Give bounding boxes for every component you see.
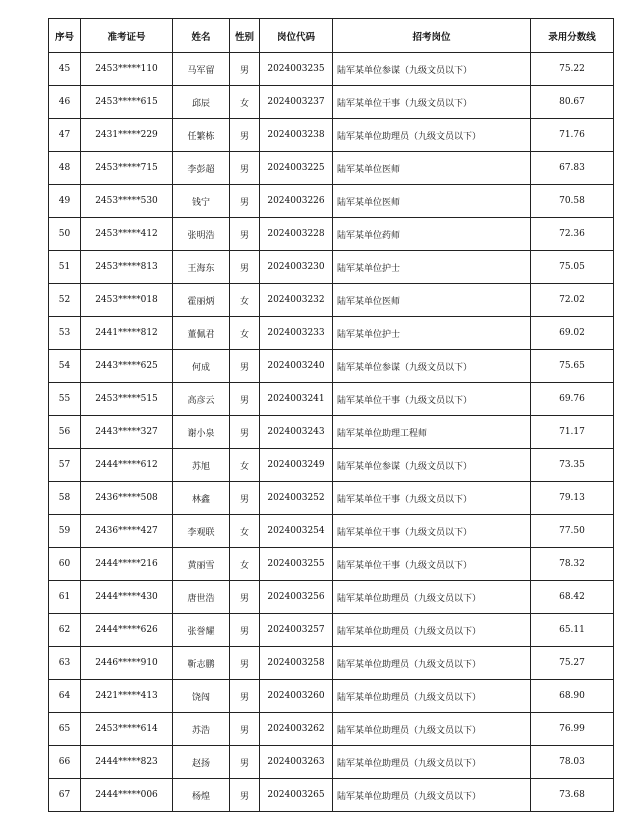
exam-id-cell: 2453*****715	[81, 152, 173, 185]
name-cell: 杨煌	[173, 779, 230, 812]
score-line-cell: 76.99	[531, 713, 614, 746]
gender-cell: 男	[230, 746, 260, 779]
gender-cell: 男	[230, 581, 260, 614]
post-code-cell: 2024003230	[260, 251, 333, 284]
exam-id-cell: 2436*****427	[81, 515, 173, 548]
post-code-cell: 2024003255	[260, 548, 333, 581]
post-code-cell: 2024003243	[260, 416, 333, 449]
exam-id-cell: 2453*****813	[81, 251, 173, 284]
table-row	[49, 152, 614, 185]
post-title-cell: 陆军某单位参谋（九级文员以下）	[333, 350, 531, 383]
table-row	[49, 746, 614, 779]
post-title-cell: 陆军某单位护士	[333, 251, 531, 284]
table-row	[49, 482, 614, 515]
table-row	[49, 515, 614, 548]
table-row	[49, 53, 614, 86]
gender-cell: 男	[230, 218, 260, 251]
post-title-cell: 陆军某单位护士	[333, 317, 531, 350]
gender-cell: 男	[230, 680, 260, 713]
name-cell: 苏旭	[173, 449, 230, 482]
seq-cell: 59	[49, 515, 81, 548]
name-cell: 张誉耀	[173, 614, 230, 647]
gender-cell: 女	[230, 548, 260, 581]
gender-cell: 女	[230, 515, 260, 548]
seq-cell: 64	[49, 680, 81, 713]
table-row	[49, 284, 614, 317]
seq-cell: 66	[49, 746, 81, 779]
name-cell: 赵扬	[173, 746, 230, 779]
post-title-cell: 陆军某单位助理工程师	[333, 416, 531, 449]
seq-cell: 56	[49, 416, 81, 449]
post-title-cell: 陆军某单位医师	[333, 284, 531, 317]
post-title-cell: 陆军某单位参谋（九级文员以下）	[333, 449, 531, 482]
name-cell: 唐世浩	[173, 581, 230, 614]
name-cell: 钱宁	[173, 185, 230, 218]
gender-cell: 男	[230, 713, 260, 746]
gender-cell: 女	[230, 284, 260, 317]
seq-cell: 46	[49, 86, 81, 119]
table-row	[49, 779, 614, 812]
score-line-cell: 72.02	[531, 284, 614, 317]
name-cell: 苏浩	[173, 713, 230, 746]
score-line-cell: 73.35	[531, 449, 614, 482]
score-line-cell: 75.22	[531, 53, 614, 86]
post-title-cell: 陆军某单位助理员（九级文员以下）	[333, 119, 531, 152]
score-line-cell: 70.58	[531, 185, 614, 218]
header-post-code: 岗位代码	[260, 19, 333, 53]
seq-cell: 49	[49, 185, 81, 218]
gender-cell: 男	[230, 779, 260, 812]
seq-cell: 57	[49, 449, 81, 482]
name-cell: 张明浩	[173, 218, 230, 251]
gender-cell: 男	[230, 185, 260, 218]
gender-cell: 男	[230, 482, 260, 515]
table-row	[49, 581, 614, 614]
name-cell: 黄丽雪	[173, 548, 230, 581]
score-line-cell: 77.50	[531, 515, 614, 548]
table-row	[49, 86, 614, 119]
seq-cell: 62	[49, 614, 81, 647]
seq-cell: 65	[49, 713, 81, 746]
exam-id-cell: 2453*****018	[81, 284, 173, 317]
name-cell: 谢小泉	[173, 416, 230, 449]
post-code-cell: 2024003252	[260, 482, 333, 515]
score-line-cell: 67.83	[531, 152, 614, 185]
gender-cell: 男	[230, 647, 260, 680]
name-cell: 林鑫	[173, 482, 230, 515]
gender-cell: 女	[230, 449, 260, 482]
post-code-cell: 2024003262	[260, 713, 333, 746]
table-row	[49, 119, 614, 152]
header-name: 姓名	[173, 19, 230, 53]
post-title-cell: 陆军某单位助理员（九级文员以下）	[333, 581, 531, 614]
score-line-cell: 78.03	[531, 746, 614, 779]
seq-cell: 63	[49, 647, 81, 680]
seq-cell: 55	[49, 383, 81, 416]
table-row	[49, 185, 614, 218]
exam-id-cell: 2453*****412	[81, 218, 173, 251]
header-exam-id: 准考证号	[81, 19, 173, 53]
exam-id-cell: 2443*****625	[81, 350, 173, 383]
score-line-cell: 72.36	[531, 218, 614, 251]
gender-cell: 男	[230, 53, 260, 86]
post-title-cell: 陆军某单位干事（九级文员以下）	[333, 86, 531, 119]
seq-cell: 67	[49, 779, 81, 812]
post-code-cell: 2024003256	[260, 581, 333, 614]
post-code-cell: 2024003225	[260, 152, 333, 185]
name-cell: 饶闯	[173, 680, 230, 713]
exam-id-cell: 2453*****515	[81, 383, 173, 416]
score-line-cell: 65.11	[531, 614, 614, 647]
table-row	[49, 548, 614, 581]
table-row	[49, 614, 614, 647]
exam-id-cell: 2431*****229	[81, 119, 173, 152]
gender-cell: 男	[230, 119, 260, 152]
score-line-cell: 71.17	[531, 416, 614, 449]
post-code-cell: 2024003240	[260, 350, 333, 383]
name-cell: 李彭超	[173, 152, 230, 185]
score-line-cell: 79.13	[531, 482, 614, 515]
post-title-cell: 陆军某单位参谋（九级文员以下）	[333, 53, 531, 86]
exam-id-cell: 2453*****530	[81, 185, 173, 218]
exam-id-cell: 2444*****216	[81, 548, 173, 581]
exam-id-cell: 2444*****430	[81, 581, 173, 614]
post-code-cell: 2024003233	[260, 317, 333, 350]
seq-cell: 50	[49, 218, 81, 251]
exam-id-cell: 2443*****327	[81, 416, 173, 449]
exam-id-cell: 2453*****110	[81, 53, 173, 86]
post-code-cell: 2024003265	[260, 779, 333, 812]
gender-cell: 男	[230, 614, 260, 647]
seq-cell: 54	[49, 350, 81, 383]
name-cell: 邱辰	[173, 86, 230, 119]
seq-cell: 58	[49, 482, 81, 515]
table-row	[49, 251, 614, 284]
score-line-cell: 80.67	[531, 86, 614, 119]
score-line-cell: 75.05	[531, 251, 614, 284]
score-line-cell: 69.02	[531, 317, 614, 350]
exam-id-cell: 2453*****614	[81, 713, 173, 746]
exam-id-cell: 2441*****812	[81, 317, 173, 350]
gender-cell: 男	[230, 152, 260, 185]
table-row	[49, 383, 614, 416]
seq-cell: 47	[49, 119, 81, 152]
name-cell: 任繁栋	[173, 119, 230, 152]
gender-cell: 男	[230, 251, 260, 284]
post-title-cell: 陆军某单位干事（九级文员以下）	[333, 482, 531, 515]
post-code-cell: 2024003228	[260, 218, 333, 251]
post-code-cell: 2024003257	[260, 614, 333, 647]
header-gender: 性别	[230, 19, 260, 53]
exam-id-cell: 2446*****910	[81, 647, 173, 680]
seq-cell: 51	[49, 251, 81, 284]
post-code-cell: 2024003263	[260, 746, 333, 779]
seq-cell: 52	[49, 284, 81, 317]
post-title-cell: 陆军某单位干事（九级文员以下）	[333, 383, 531, 416]
exam-id-cell: 2421*****413	[81, 680, 173, 713]
exam-id-cell: 2444*****626	[81, 614, 173, 647]
post-code-cell: 2024003226	[260, 185, 333, 218]
score-line-cell: 69.76	[531, 383, 614, 416]
post-title-cell: 陆军某单位助理员（九级文员以下）	[333, 614, 531, 647]
name-cell: 王海东	[173, 251, 230, 284]
post-title-cell: 陆军某单位助理员（九级文员以下）	[333, 779, 531, 812]
exam-id-cell: 2444*****612	[81, 449, 173, 482]
seq-cell: 45	[49, 53, 81, 86]
score-line-cell: 68.90	[531, 680, 614, 713]
seq-cell: 61	[49, 581, 81, 614]
table-row	[49, 218, 614, 251]
score-line-cell: 71.76	[531, 119, 614, 152]
gender-cell: 女	[230, 86, 260, 119]
table-row	[49, 647, 614, 680]
post-code-cell: 2024003238	[260, 119, 333, 152]
score-line-cell: 78.32	[531, 548, 614, 581]
header-seq: 序号	[49, 19, 81, 53]
header-score-line: 录用分数线	[531, 19, 614, 53]
score-line-cell: 68.42	[531, 581, 614, 614]
post-title-cell: 陆军某单位干事（九级文员以下）	[333, 515, 531, 548]
gender-cell: 男	[230, 350, 260, 383]
post-title-cell: 陆军某单位助理员（九级文员以下）	[333, 713, 531, 746]
score-line-cell: 73.68	[531, 779, 614, 812]
gender-cell: 男	[230, 383, 260, 416]
post-code-cell: 2024003254	[260, 515, 333, 548]
post-title-cell: 陆军某单位助理员（九级文员以下）	[333, 647, 531, 680]
post-code-cell: 2024003235	[260, 53, 333, 86]
table-row	[49, 317, 614, 350]
post-code-cell: 2024003237	[260, 86, 333, 119]
table-row	[49, 680, 614, 713]
name-cell: 马军留	[173, 53, 230, 86]
exam-id-cell: 2436*****508	[81, 482, 173, 515]
table-row	[49, 350, 614, 383]
seq-cell: 53	[49, 317, 81, 350]
post-code-cell: 2024003249	[260, 449, 333, 482]
post-title-cell: 陆军某单位药师	[333, 218, 531, 251]
name-cell: 高彦云	[173, 383, 230, 416]
table-row	[49, 713, 614, 746]
gender-cell: 女	[230, 317, 260, 350]
post-code-cell: 2024003260	[260, 680, 333, 713]
post-code-cell: 2024003232	[260, 284, 333, 317]
exam-id-cell: 2444*****823	[81, 746, 173, 779]
header-row	[49, 19, 614, 53]
name-cell: 李观联	[173, 515, 230, 548]
post-title-cell: 陆军某单位助理员（九级文员以下）	[333, 680, 531, 713]
post-title-cell: 陆军某单位助理员（九级文员以下）	[333, 746, 531, 779]
exam-id-cell: 2444*****006	[81, 779, 173, 812]
score-line-cell: 75.65	[531, 350, 614, 383]
score-line-cell: 75.27	[531, 647, 614, 680]
post-title-cell: 陆军某单位医师	[333, 185, 531, 218]
table-row	[49, 449, 614, 482]
admission-score-table	[48, 18, 614, 812]
name-cell: 董佩君	[173, 317, 230, 350]
exam-id-cell: 2453*****615	[81, 86, 173, 119]
gender-cell: 男	[230, 416, 260, 449]
post-code-cell: 2024003241	[260, 383, 333, 416]
name-cell: 靳志鹏	[173, 647, 230, 680]
table-row	[49, 416, 614, 449]
post-title-cell: 陆军某单位医师	[333, 152, 531, 185]
name-cell: 霍丽炳	[173, 284, 230, 317]
seq-cell: 60	[49, 548, 81, 581]
post-title-cell: 陆军某单位干事（九级文员以下）	[333, 548, 531, 581]
header-post-title: 招考岗位	[333, 19, 531, 53]
seq-cell: 48	[49, 152, 81, 185]
post-code-cell: 2024003258	[260, 647, 333, 680]
name-cell: 何成	[173, 350, 230, 383]
